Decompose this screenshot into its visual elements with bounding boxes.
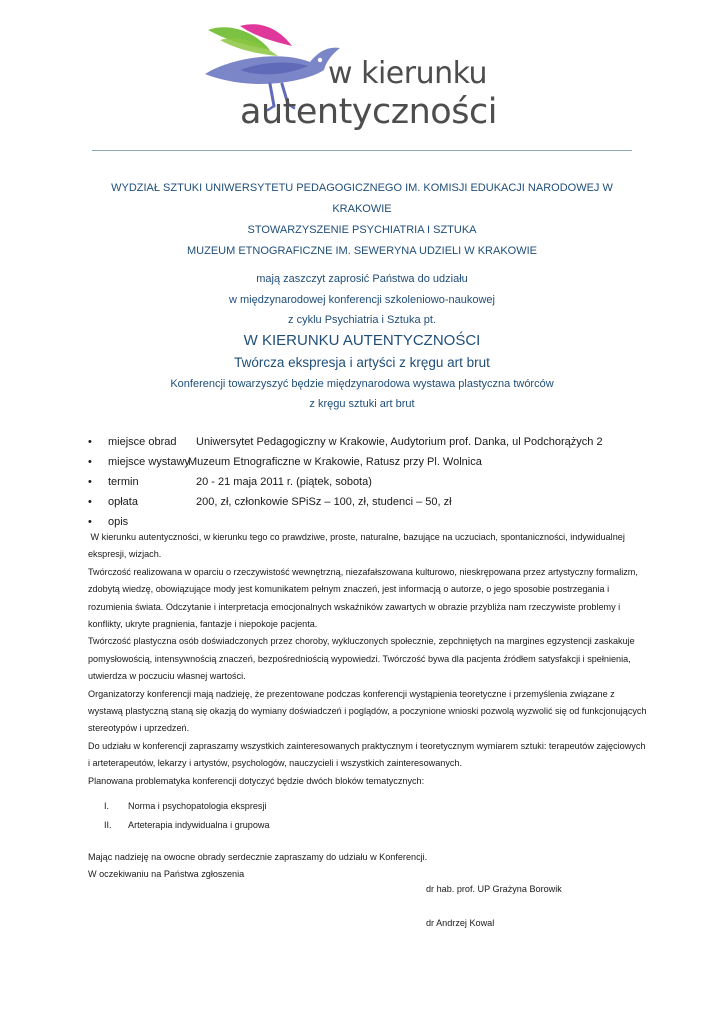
- details-list: [88, 432, 648, 532]
- detail-value: 20 - 21 maja 2011 r. (piątek, sobota): [196, 476, 372, 488]
- description-body: [88, 529, 648, 790]
- description-paragraph: [88, 529, 648, 564]
- detail-label: miejsce obrad: [108, 436, 177, 448]
- detail-label: termin: [108, 476, 139, 488]
- bullet-icon: •: [88, 436, 92, 448]
- closing-line-2: W oczekiwaniu na Państwa zgłoszenia: [88, 869, 245, 880]
- organizer-line-3: STOWARZYSZENIE PSYCHIATRIA I SZTUKA: [247, 224, 477, 236]
- organizer-line-1: WYDZIAŁ SZTUKI UNIWERSYTETU PEDAGOGICZNEGO IM. KOMISJI EDUKACJI NARODOWEJ W: [111, 182, 613, 194]
- list-item: [88, 432, 648, 452]
- topic-number: II.: [104, 820, 112, 830]
- detail-value: Uniwersytet Pedagogiczny w Krakowie, Audytorium prof. Danka, ul Podchorążych 2: [196, 436, 603, 448]
- list-item: [104, 816, 270, 835]
- list-item: [88, 472, 648, 492]
- bullet-icon: •: [88, 496, 92, 508]
- list-item: [88, 492, 648, 512]
- organizer-line-2: KRAKOWIE: [332, 203, 392, 215]
- topics-list: [104, 797, 270, 835]
- description-lead-rest: , w kierunku tego co prawdziwe, proste, naturalne, bazujące na uczuciach, spontaniczności, indywidualnej ekspresji, wizjach.: [88, 532, 625, 560]
- organizer-line-4: MUZEUM ETNOGRAFICZNE IM. SEWERYNA UDZIELI W KRAKOWIE: [187, 245, 537, 257]
- invite-line-3: z cyklu Psychiatria i Sztuka pt.: [288, 314, 436, 326]
- exhibition-line-1: Konferencji towarzyszyć będzie międzynarodowa wystawa plastyczna twórców: [170, 378, 554, 390]
- bullet-icon: •: [88, 456, 92, 468]
- description-lead: W kierunku autentyczności: [90, 532, 199, 542]
- detail-label: opis: [108, 516, 129, 528]
- invitation-block: [88, 269, 636, 331]
- logo-text-line1: w kierunku: [328, 56, 488, 91]
- topic-text: Arteterapia indywidualna i grupowa: [128, 820, 270, 830]
- bullet-icon: •: [88, 476, 92, 488]
- topic-text: Norma i psychopatologia ekspresji: [128, 801, 267, 811]
- list-item: [88, 452, 648, 472]
- bullet-icon: •: [88, 516, 92, 528]
- description-paragraph: Do udziału w konferencji zapraszamy wszystkich zainteresowanych praktycznym i teoretycznym wymiarem sztuki: terapeutów zajęciowych i arteterapeutów, lekarzy i artystów, psychologów, nauczycieli i wszystkich zainteresowanych.: [88, 740, 646, 769]
- signature-second: dr Andrzej Kowal: [426, 918, 495, 928]
- organizers-block: [88, 178, 636, 262]
- conference-title: W KIERUNKU AUTENTYCZNOŚCI: [243, 332, 481, 349]
- description-paragraph: Planowana problematyka konferencji dotyczyć będzie dwóch bloków tematycznych:: [88, 775, 425, 786]
- topic-number: I.: [104, 801, 110, 811]
- signature-first: dr hab. prof. UP Grażyna Borowik: [426, 884, 562, 894]
- detail-value: 200, zł, członkowie SPiSz – 100, zł, studenci – 50, zł: [196, 496, 452, 508]
- conference-subtitle: Twórcza ekspresja i artyści z kręgu art brut: [234, 355, 490, 370]
- closing-block: [88, 849, 427, 884]
- description-paragraph: Twórczość realizowana w oparciu o rzeczywistość wewnętrzną, niezafałszowana kulturowo, nieskrępowana przez artystyczny formalizm, zdobytą wiedzę, obowiązujące mody jest komunikatem pełnym znaczeń, jest informacją o autorze, o jego sposobie postrzegania i rozumienia świata. Odczytanie i interpretacja emocjonalnych wskaźników zawartych w obrazie przybliża nam rzeczywiste problemy i konflikty, ukryte pragnienia, fantazje i niepokoje pacjenta.: [88, 566, 638, 630]
- header-divider: [92, 150, 632, 151]
- detail-label: opłata: [108, 496, 138, 508]
- exhibition-line-2: z kręgu sztuki art brut: [309, 398, 415, 410]
- detail-value: Muzeum Etnograficzne w Krakowie, Ratusz przy Pl. Wolnica: [188, 456, 482, 468]
- logo-text-line2: autentyczności: [240, 92, 497, 132]
- description-paragraph: Twórczość plastyczna osób doświadczonych przez choroby, wykluczonych społecznie, zepchniętych na margines egzystencji zaskakuje pomysłowością, intensywnością znaczeń, bezpośredniością wypowiedzi. Twórczość bywa dla pacjenta źródłem satysfakcji i spełnienia, utwierdza w poczuciu własnej wartości.: [88, 636, 635, 682]
- detail-label: miejsce wystawy: [108, 456, 190, 468]
- closing-line-1: Mając nadzieję na owocne obrady serdecznie zapraszamy do udziału w Konferencji.: [88, 852, 428, 862]
- list-item: [104, 797, 270, 816]
- exhibition-note: [88, 374, 636, 414]
- description-paragraph: Organizatorzy konferencji mają nadzieję, że prezentowane podczas konferencji wystąpienia teoretyczne i przemyślenia związane z wystawą plastyczną staną się okazją do wymiany doświadczeń i poglądów, a poczynione wnioski pozwolą wyzwolić się od funkcjonujących stereotypów i uprzedzeń.: [88, 688, 647, 734]
- invite-line-1: mają zaszczyt zaprosić Państwa do udziału: [256, 273, 468, 285]
- invite-line-2: w międzynarodowej konferencji szkoleniowo-naukowej: [229, 293, 495, 306]
